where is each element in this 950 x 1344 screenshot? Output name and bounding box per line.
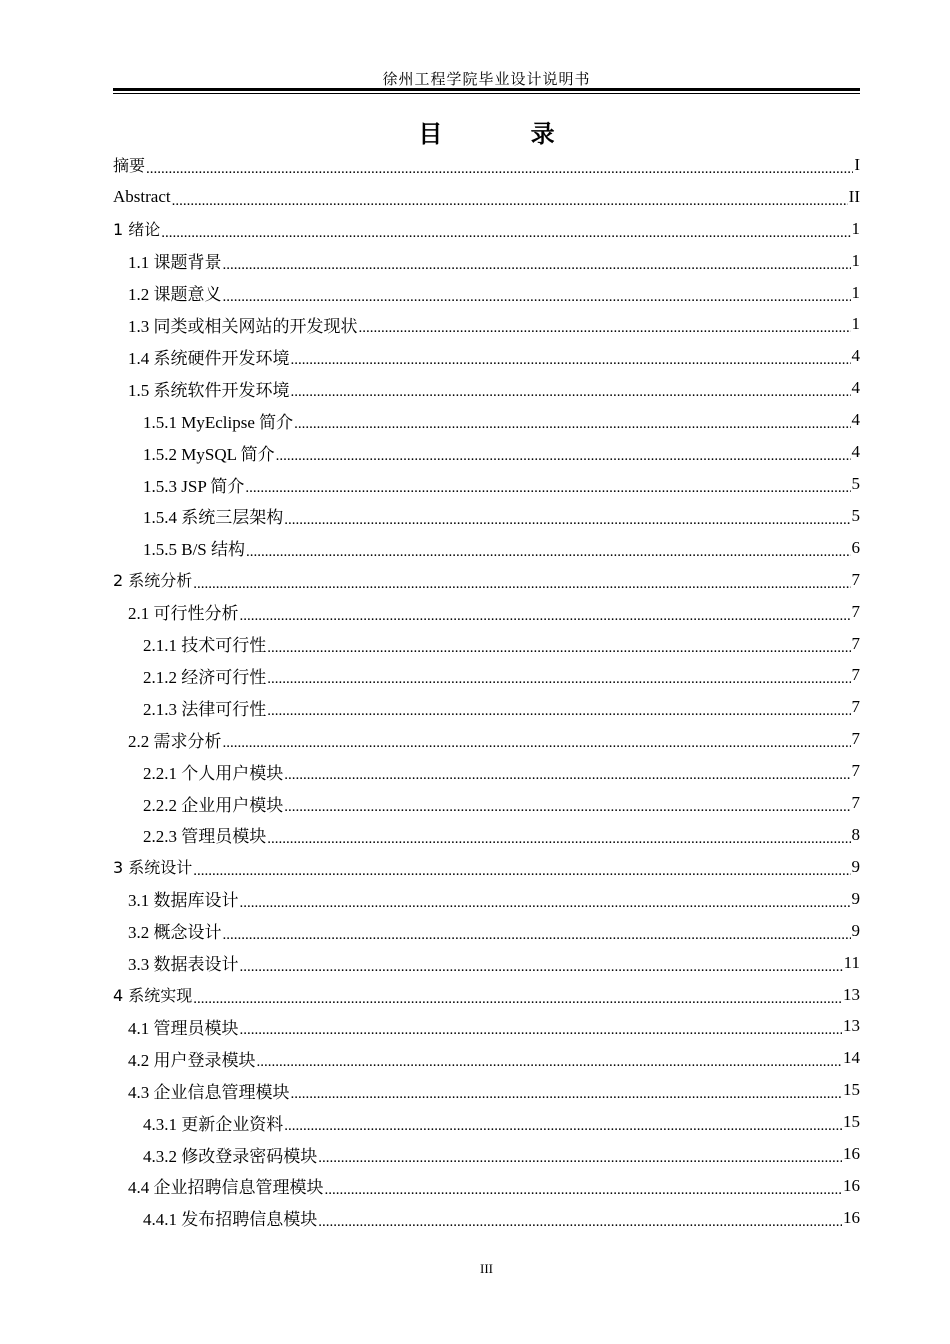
toc-entry-label: 2.2.1 个人用户模块 [143, 763, 284, 783]
toc-entry[interactable] [113, 532, 860, 564]
toc-dot-leader [267, 828, 850, 848]
toc-dot-leader [223, 924, 851, 944]
toc-dot-leader [325, 1179, 843, 1199]
toc-dot-leader [284, 1115, 842, 1135]
toc-entry[interactable] [113, 213, 860, 245]
toc-entry-page: 4 [851, 410, 860, 430]
toc-entry-label: 1.5 系统软件开发环境 [128, 380, 290, 400]
table-of-contents [113, 149, 860, 1234]
toc-entry-page: 16 [843, 1144, 860, 1164]
toc-entry-page: 1 [851, 218, 860, 238]
toc-dot-leader [276, 445, 851, 465]
toc-entry-page: II [848, 186, 860, 206]
page-title: 目 录 [418, 120, 555, 148]
toc-entry[interactable] [113, 979, 860, 1011]
toc-dot-leader [240, 892, 851, 912]
toc-entry-page: 5 [851, 505, 860, 525]
toc-entry[interactable] [113, 1138, 860, 1170]
toc-entry-page: I [854, 154, 860, 174]
toc-dot-leader [223, 254, 851, 274]
toc-dot-leader [245, 477, 850, 497]
toc-entry[interactable] [113, 851, 860, 883]
toc-entry-page: 6 [851, 537, 860, 557]
toc-entry-page: 5 [851, 474, 860, 494]
toc-entry[interactable] [113, 1010, 860, 1042]
toc-entry[interactable] [113, 468, 860, 500]
toc-dot-leader [284, 796, 850, 816]
toc-entry-label: 2.2.2 企业用户模块 [143, 795, 284, 815]
toc-entry-page: 15 [843, 1080, 860, 1100]
toc-dot-leader [267, 668, 850, 688]
toc-dot-leader [240, 605, 851, 625]
toc-entry[interactable] [113, 787, 860, 819]
toc-dot-leader [146, 158, 853, 178]
toc-entry-label: 4.4 企业招聘信息管理模块 [128, 1178, 324, 1198]
toc-entry-label: 2 系统分析 [113, 571, 193, 591]
toc-dot-leader [193, 988, 842, 1008]
toc-entry-label: 4.3 企业信息管理模块 [128, 1082, 290, 1102]
toc-entry-label: 1.5.1 MyEclipse 简介 [143, 412, 294, 432]
header-rule-thin [113, 93, 860, 94]
toc-entry[interactable] [113, 1202, 860, 1234]
page-number: III [480, 1261, 493, 1276]
toc-entry[interactable] [113, 181, 860, 213]
toc-entry[interactable] [113, 245, 860, 277]
toc-entry-page: 7 [851, 761, 860, 781]
toc-entry-label: 3.1 数据库设计 [128, 891, 239, 911]
toc-entry[interactable] [113, 1106, 860, 1138]
toc-dot-leader [291, 1083, 843, 1103]
toc-entry[interactable] [113, 340, 860, 372]
toc-entry[interactable] [113, 500, 860, 532]
page-header: 徐州工程学院毕业设计说明书 [382, 72, 591, 88]
toc-entry-label: 3.2 概念设计 [128, 923, 222, 943]
toc-entry-label: 1.5.4 系统三层架构 [143, 508, 284, 528]
toc-dot-leader [284, 509, 850, 529]
toc-entry[interactable] [113, 596, 860, 628]
toc-dot-leader [240, 1019, 843, 1039]
toc-entry[interactable] [113, 1170, 860, 1202]
toc-dot-leader [193, 573, 850, 593]
toc-dot-leader [291, 349, 851, 369]
toc-entry[interactable] [113, 404, 860, 436]
toc-entry[interactable] [113, 564, 860, 596]
toc-dot-leader [267, 700, 850, 720]
toc-entry-label: 2.2 需求分析 [128, 731, 222, 751]
toc-entry[interactable] [113, 723, 860, 755]
toc-entry-page: 8 [851, 824, 860, 844]
toc-entry-label: 1.5.3 JSP 简介 [143, 476, 245, 496]
toc-entry[interactable] [113, 1042, 860, 1074]
toc-entry-label: 3 系统设计 [113, 858, 193, 878]
toc-entry-label: 2.1 可行性分析 [128, 604, 239, 624]
toc-entry[interactable] [113, 309, 860, 341]
toc-entry-page: 13 [843, 1016, 860, 1036]
toc-entry[interactable] [113, 691, 860, 723]
toc-dot-leader [223, 286, 851, 306]
toc-entry[interactable] [113, 915, 860, 947]
toc-entry-label: 摘要 [113, 156, 146, 176]
toc-entry-label: 2.1.2 经济可行性 [143, 667, 267, 687]
toc-entry-label: 1.5.2 MySQL 简介 [143, 444, 275, 464]
toc-entry-page: 7 [851, 569, 860, 589]
toc-entry[interactable] [113, 1074, 860, 1106]
toc-entry-label: 4.3.2 修改登录密码模块 [143, 1146, 318, 1166]
toc-entry[interactable] [113, 149, 860, 181]
toc-entry[interactable] [113, 819, 860, 851]
toc-dot-leader [257, 1051, 843, 1071]
toc-entry-label: 2.1.1 技术可行性 [143, 636, 267, 656]
toc-entry[interactable] [113, 755, 860, 787]
toc-dot-leader [267, 637, 850, 657]
toc-entry-page: 11 [843, 952, 860, 972]
toc-dot-leader [359, 317, 851, 337]
toc-dot-leader [240, 956, 843, 976]
toc-entry[interactable] [113, 277, 860, 309]
toc-entry-page: 16 [843, 1207, 860, 1227]
toc-entry-label: 1.3 同类或相关网站的开发现状 [128, 316, 358, 336]
toc-entry-label: 2.2.3 管理员模块 [143, 827, 267, 847]
toc-entry-page: 9 [851, 920, 860, 940]
toc-entry-page: 7 [851, 793, 860, 813]
toc-entry-page: 7 [851, 729, 860, 749]
toc-entry-page: 4 [851, 346, 860, 366]
toc-dot-leader [294, 413, 850, 433]
toc-entry-label: 1 绪论 [113, 220, 161, 240]
toc-dot-leader [161, 222, 850, 242]
toc-entry[interactable] [113, 372, 860, 404]
toc-entry-page: 9 [851, 888, 860, 908]
toc-dot-leader [291, 381, 851, 401]
toc-entry-page: 1 [851, 314, 860, 334]
toc-entry-label: 1.2 课题意义 [128, 285, 222, 305]
toc-entry-label: 4.1 管理员模块 [128, 1018, 239, 1038]
toc-entry[interactable] [113, 947, 860, 979]
toc-entry-label: Abstract [113, 186, 171, 206]
toc-entry[interactable] [113, 660, 860, 692]
toc-entry[interactable] [113, 883, 860, 915]
toc-entry-page: 16 [843, 1175, 860, 1195]
toc-entry-page: 1 [851, 282, 860, 302]
toc-entry[interactable] [113, 436, 860, 468]
toc-entry-label: 1.5.5 B/S 结构 [143, 540, 246, 560]
toc-entry-label: 1.1 课题背景 [128, 253, 222, 273]
toc-entry-label: 1.4 系统硬件开发环境 [128, 348, 290, 368]
toc-entry-label: 4.4.1 发布招聘信息模块 [143, 1210, 318, 1230]
toc-entry-label: 4.3.1 更新企业资料 [143, 1114, 284, 1134]
toc-entry-page: 7 [851, 633, 860, 653]
toc-dot-leader [318, 1211, 842, 1231]
toc-entry-page: 7 [851, 665, 860, 685]
toc-dot-leader [193, 860, 850, 880]
toc-entry-page: 15 [843, 1112, 860, 1132]
toc-entry-label: 3.3 数据表设计 [128, 955, 239, 975]
toc-entry-page: 1 [851, 250, 860, 270]
toc-dot-leader [246, 541, 850, 561]
toc-entry-label: 4.2 用户登录模块 [128, 1050, 256, 1070]
toc-entry-page: 7 [851, 697, 860, 717]
toc-entry-label: 2.1.3 法律可行性 [143, 699, 267, 719]
toc-entry-label: 4 系统实现 [113, 986, 193, 1006]
toc-dot-leader [284, 764, 850, 784]
toc-entry[interactable] [113, 628, 860, 660]
toc-entry-page: 9 [851, 856, 860, 876]
toc-entry-page: 4 [851, 378, 860, 398]
toc-entry-page: 14 [843, 1048, 860, 1068]
toc-entry-page: 7 [851, 601, 860, 621]
toc-dot-leader [172, 190, 848, 210]
toc-dot-leader [318, 1147, 842, 1167]
header-rule-thick [113, 88, 860, 91]
toc-dot-leader [223, 732, 851, 752]
toc-entry-page: 4 [851, 442, 860, 462]
toc-entry-page: 13 [843, 984, 860, 1004]
